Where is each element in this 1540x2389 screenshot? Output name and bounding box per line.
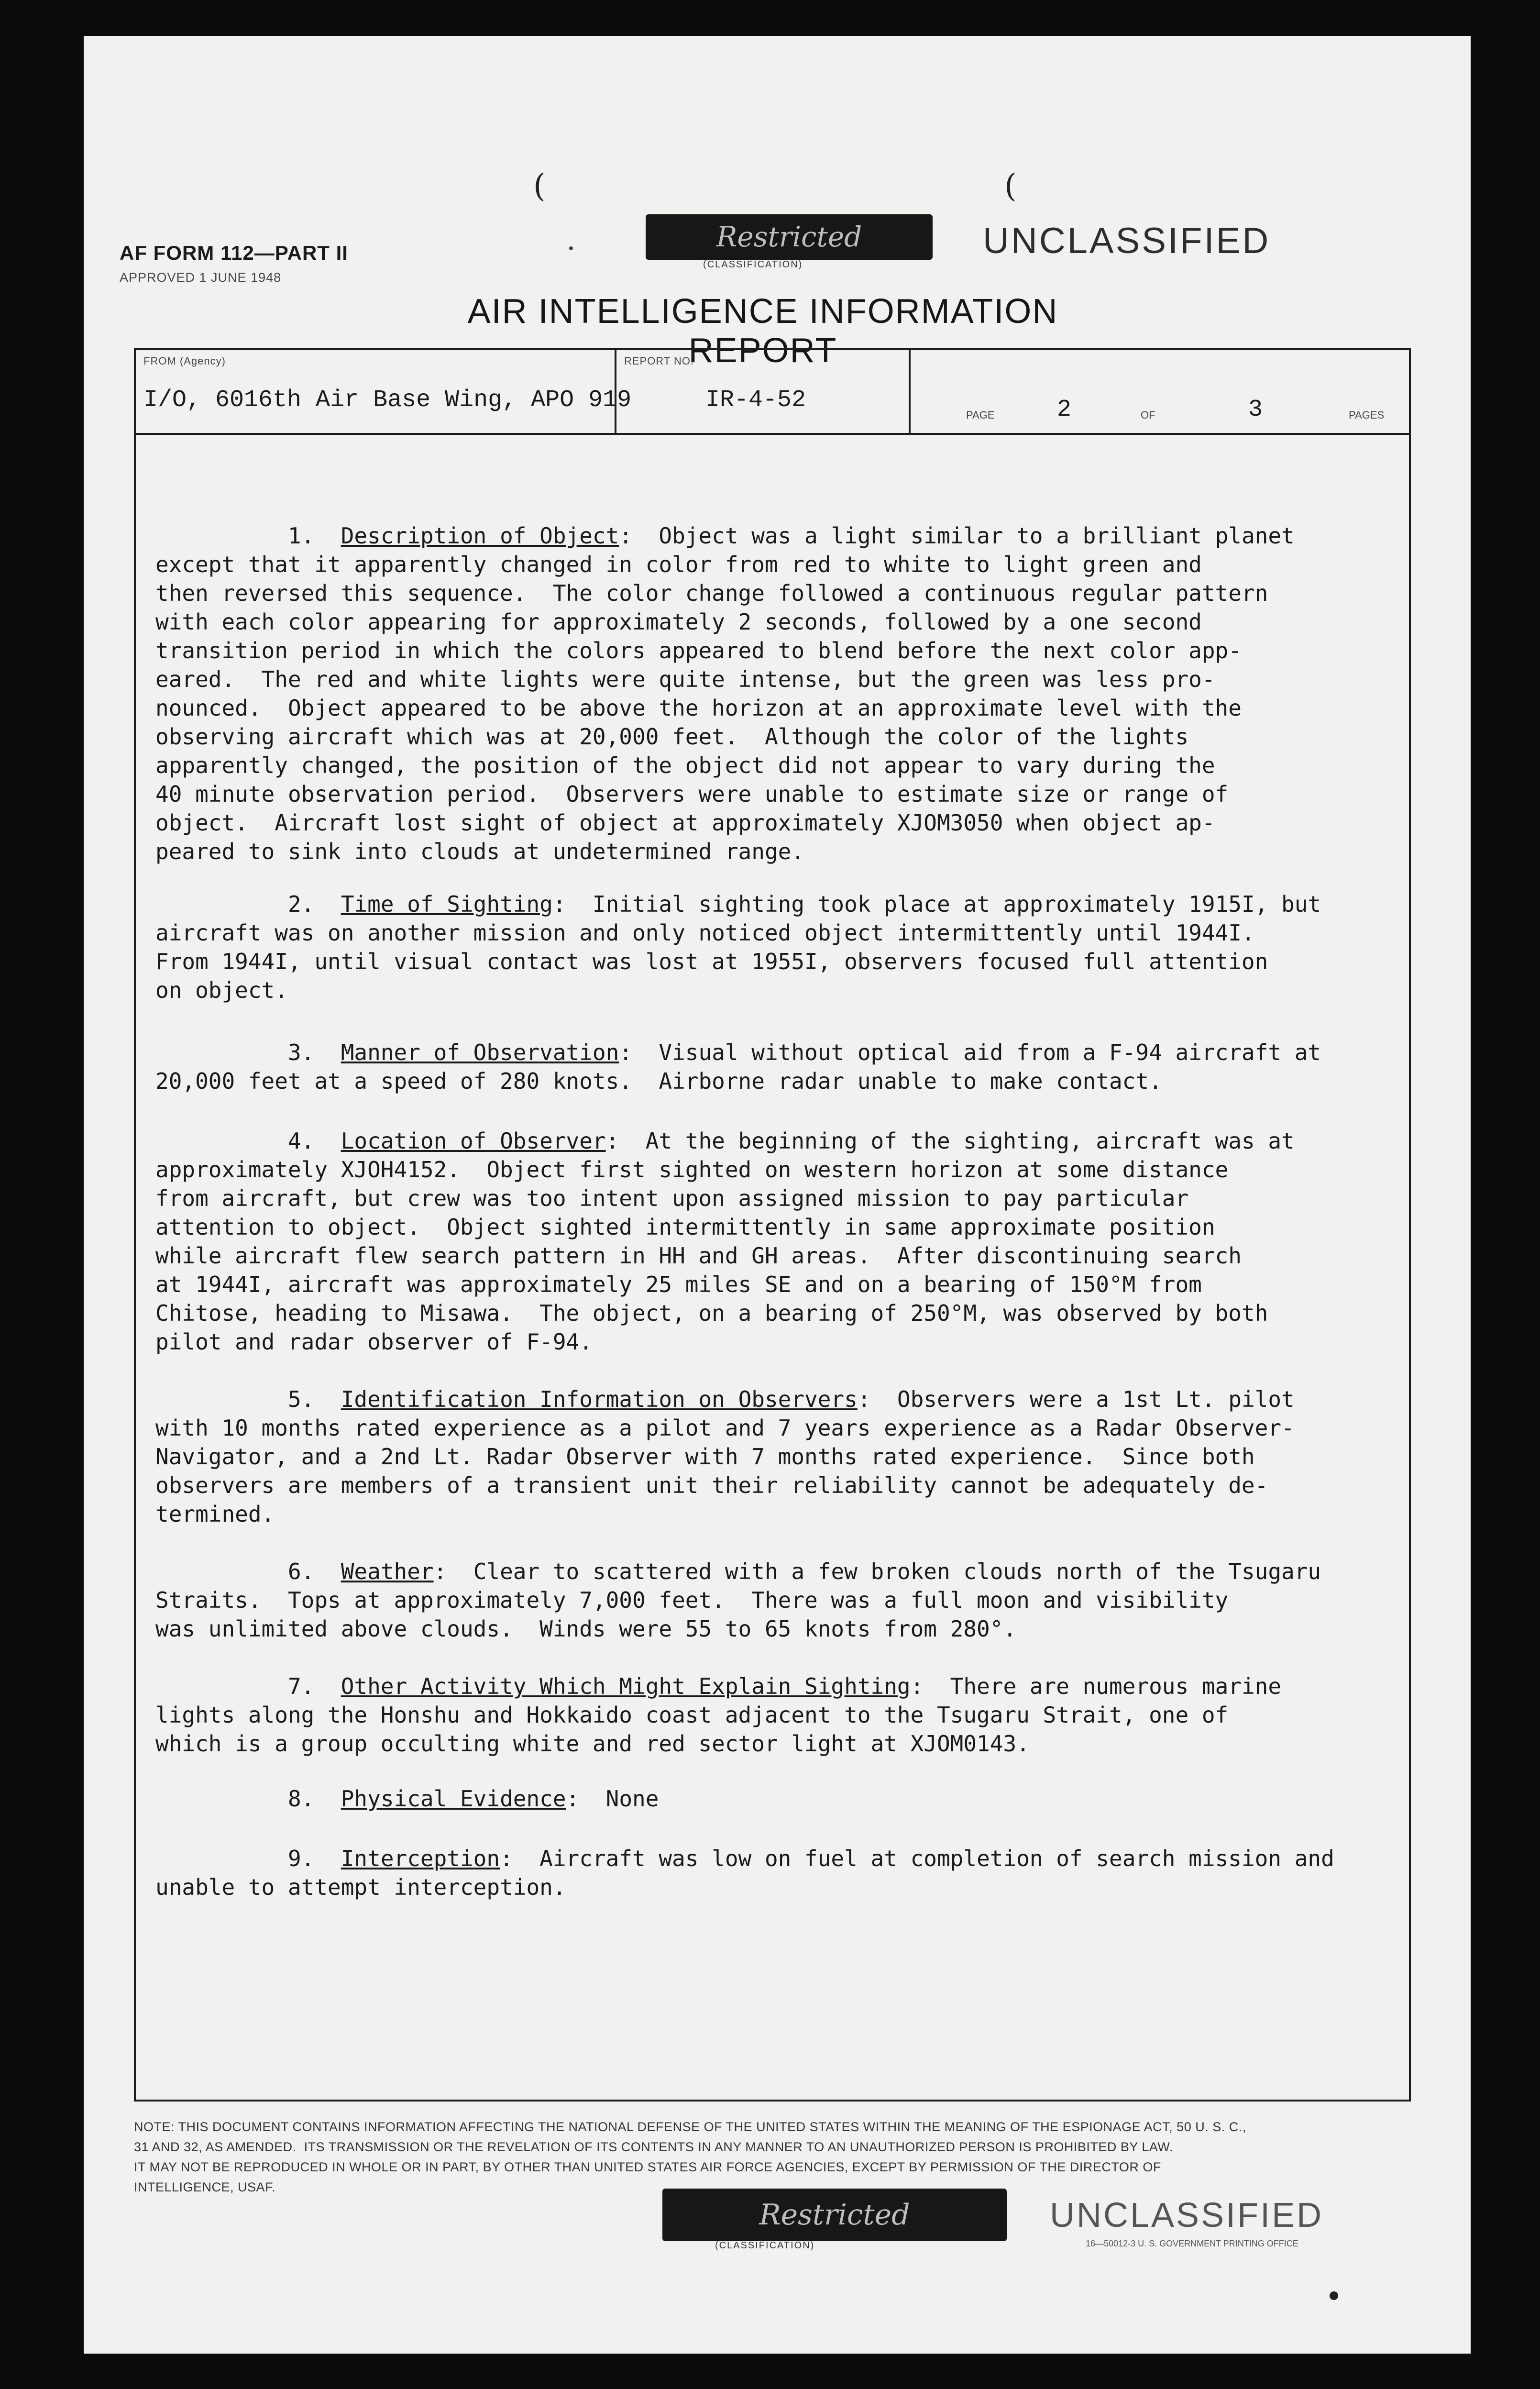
section-heading: Manner of Observation — [341, 1040, 619, 1065]
espionage-act-note: NOTE: THIS DOCUMENT CONTAINS INFORMATION AFFECTING THE NATIONAL DEFENSE OF THE UNITED STATES WITHIN THE MEANING OF THE ESPIONAGE ACT, 50 U. S. C., 31 AND 32, AS AMENDED. ITS TRANSMISSION OR THE REVELATION OF ITS CONTENTS IN ANY MANNER TO AN UNAUTHORIZED PERSON IS PROHIBITED BY LAW. IT MAY NOT BE REPRODUCED IN WHOLE OR IN PART, BY OTHER THAN UNITED STATES AIR FORCE AGENCIES, EXCEPT BY PERMISSION OF THE DIRECTOR OF INTELLIGENCE, USAF. — [134, 2120, 1246, 2194]
section-heading: Interception — [341, 1846, 500, 1871]
section-number: 5. — [287, 1386, 315, 1412]
section-text: : Visual without optical aid from a F-94 aircraft at — [619, 1040, 1321, 1065]
section-number: 6. — [287, 1559, 315, 1584]
section-text: : Observers were a 1st Lt. pilot — [857, 1386, 1295, 1412]
section-text: unable to attempt interception. — [155, 1874, 566, 1900]
ink-dot — [1330, 2291, 1338, 2300]
page-label: PAGE — [966, 409, 995, 421]
from-value: I/O, 6016th Air Base Wing, APO 919 — [143, 387, 632, 414]
punch-mark: ( — [1004, 167, 1017, 204]
page-number: 2 — [1057, 396, 1072, 423]
classification-label: (CLASSIFICATION) — [703, 259, 803, 270]
section-manner — [155, 1038, 1389, 1095]
report-no-value: IR-4-52 — [705, 387, 806, 414]
section-number: 7. — [287, 1673, 315, 1699]
section-text: 20,000 feet at a speed of 280 knots. Airborne radar unable to make contact. — [155, 1068, 1162, 1094]
section-text: : None — [566, 1786, 659, 1812]
section-description — [155, 521, 1389, 866]
form-id: AF FORM 112—PART II — [120, 242, 348, 264]
report-no-label: REPORT NO. — [624, 355, 694, 367]
section-number: 2. — [287, 891, 315, 917]
from-label: FROM (Agency) — [143, 355, 226, 367]
section-location — [155, 1127, 1389, 1356]
classification-stamp-redacted: Restricted — [646, 214, 933, 260]
section-number: 8. — [287, 1786, 315, 1812]
section-heading: Time of Sighting — [341, 891, 553, 917]
section-heading: Identification Information on Observers — [341, 1386, 858, 1412]
form-approved-date: APPROVED 1 JUNE 1948 — [120, 270, 282, 285]
section-text: lights along the Honshu and Hokkaido coast adjacent to the Tsugaru Strait, one of which is a group occulting white and red sector light at XJOM0143. — [155, 1702, 1229, 1757]
report-title: AIR INTELLIGENCE INFORMATION REPORT — [467, 292, 1058, 370]
section-identification — [155, 1385, 1389, 1528]
classification-stamp-redacted: Restricted — [662, 2189, 1007, 2241]
section-text: : Initial sighting took place at approximately 1915I, but — [552, 891, 1321, 917]
section-heading: Other Activity Which Might Explain Sighting — [341, 1673, 911, 1699]
section-text: except that it apparently changed in color from red to white to light green and then reversed this sequence. The color change followed a continuous regular pattern with each color appearing for approximately 2 seconds, followed by a one second transition period in which the colors appeared to blend before the next color app- eared. The red and white lights were quite intense, but the green was less pro- nounced. Object appeared to be above the horizon at an approximate level with the observing aircraft which was at 20,000 feet. Although the color of the lights apparently changed, the position of the object did not appear to vary during the 40 minute observation period. Observers were unable to estimate size or range of object. Aircraft lost sight of object at approximately XJOM3050 when object ap- peared to sink into clouds at undetermined range. — [155, 552, 1268, 864]
unclassified-stamp: UNCLASSIFIED — [1050, 2196, 1324, 2234]
section-text: : There are numerous marine — [910, 1673, 1282, 1699]
header-divider — [134, 433, 1411, 435]
section-time — [155, 890, 1389, 1005]
printing-office-line: 16—50012-3 U. S. GOVERNMENT PRINTING OFFICE — [1086, 2239, 1298, 2248]
section-heading: Location of Observer — [341, 1128, 606, 1154]
section-text: aircraft was on another mission and only noticed object intermittently until 1944I. From 1944I, until visual contact was lost at 1955I, observers focused full attention on object. — [155, 920, 1268, 1003]
section-interception — [155, 1844, 1389, 1902]
section-number: 9. — [287, 1846, 315, 1871]
section-text: : At the beginning of the sighting, aircraft was at — [605, 1128, 1295, 1154]
classification-label: (CLASSIFICATION) — [715, 2240, 815, 2251]
section-heading: Physical Evidence — [341, 1786, 566, 1812]
section-text: approximately XJOH4152. Object first sighted on western horizon at some distance from aircraft, but crew was too intent upon assigned mission to pay particular attention to object. Object sighted intermittently in same approximate position while aircraft flew search pattern in HH and GH areas. After discontinuing search at 1944I, aircraft was approximately 25 miles SE and on a bearing of 150°M from Chitose, heading to Misawa. The object, on a bearing of 250°M, was observed by both pilot and radar observer of F-94. — [155, 1157, 1268, 1355]
ink-speck: • — [567, 242, 576, 258]
section-number: 3. — [287, 1040, 315, 1065]
section-heading: Weather — [341, 1559, 434, 1584]
section-text: Straits. Tops at approximately 7,000 feet. There was a full moon and visibility was unlimited above clouds. Winds were 55 to 65 knots from 280°. — [155, 1587, 1229, 1642]
total-pages: 3 — [1248, 396, 1263, 423]
section-number: 4. — [287, 1128, 315, 1154]
section-text: : Object was a light similar to a brilliant planet — [619, 523, 1295, 549]
section-text: with 10 months rated experience as a pilot and 7 years experience as a Radar Observer- Navigator, and a 2nd Lt. Radar Observer with 7 months rated experience. Since both observers are members of a transient unit their reliability cannot be adequately de- termined. — [155, 1415, 1295, 1527]
section-other-activity — [155, 1672, 1389, 1758]
section-physical-evidence — [155, 1784, 1389, 1813]
section-weather — [155, 1557, 1389, 1643]
of-label: OF — [1141, 409, 1155, 421]
pages-label: PAGES — [1349, 409, 1385, 421]
section-heading: Description of Object — [341, 523, 619, 549]
unclassified-stamp: UNCLASSIFIED — [983, 221, 1271, 261]
field-divider — [909, 348, 911, 433]
punch-mark: ( — [533, 167, 546, 204]
section-text: : Clear to scattered with a few broken clouds north of the Tsugaru — [433, 1559, 1321, 1584]
section-number: 1. — [287, 523, 315, 549]
section-text: : Aircraft was low on fuel at completion of search mission and — [500, 1846, 1334, 1871]
